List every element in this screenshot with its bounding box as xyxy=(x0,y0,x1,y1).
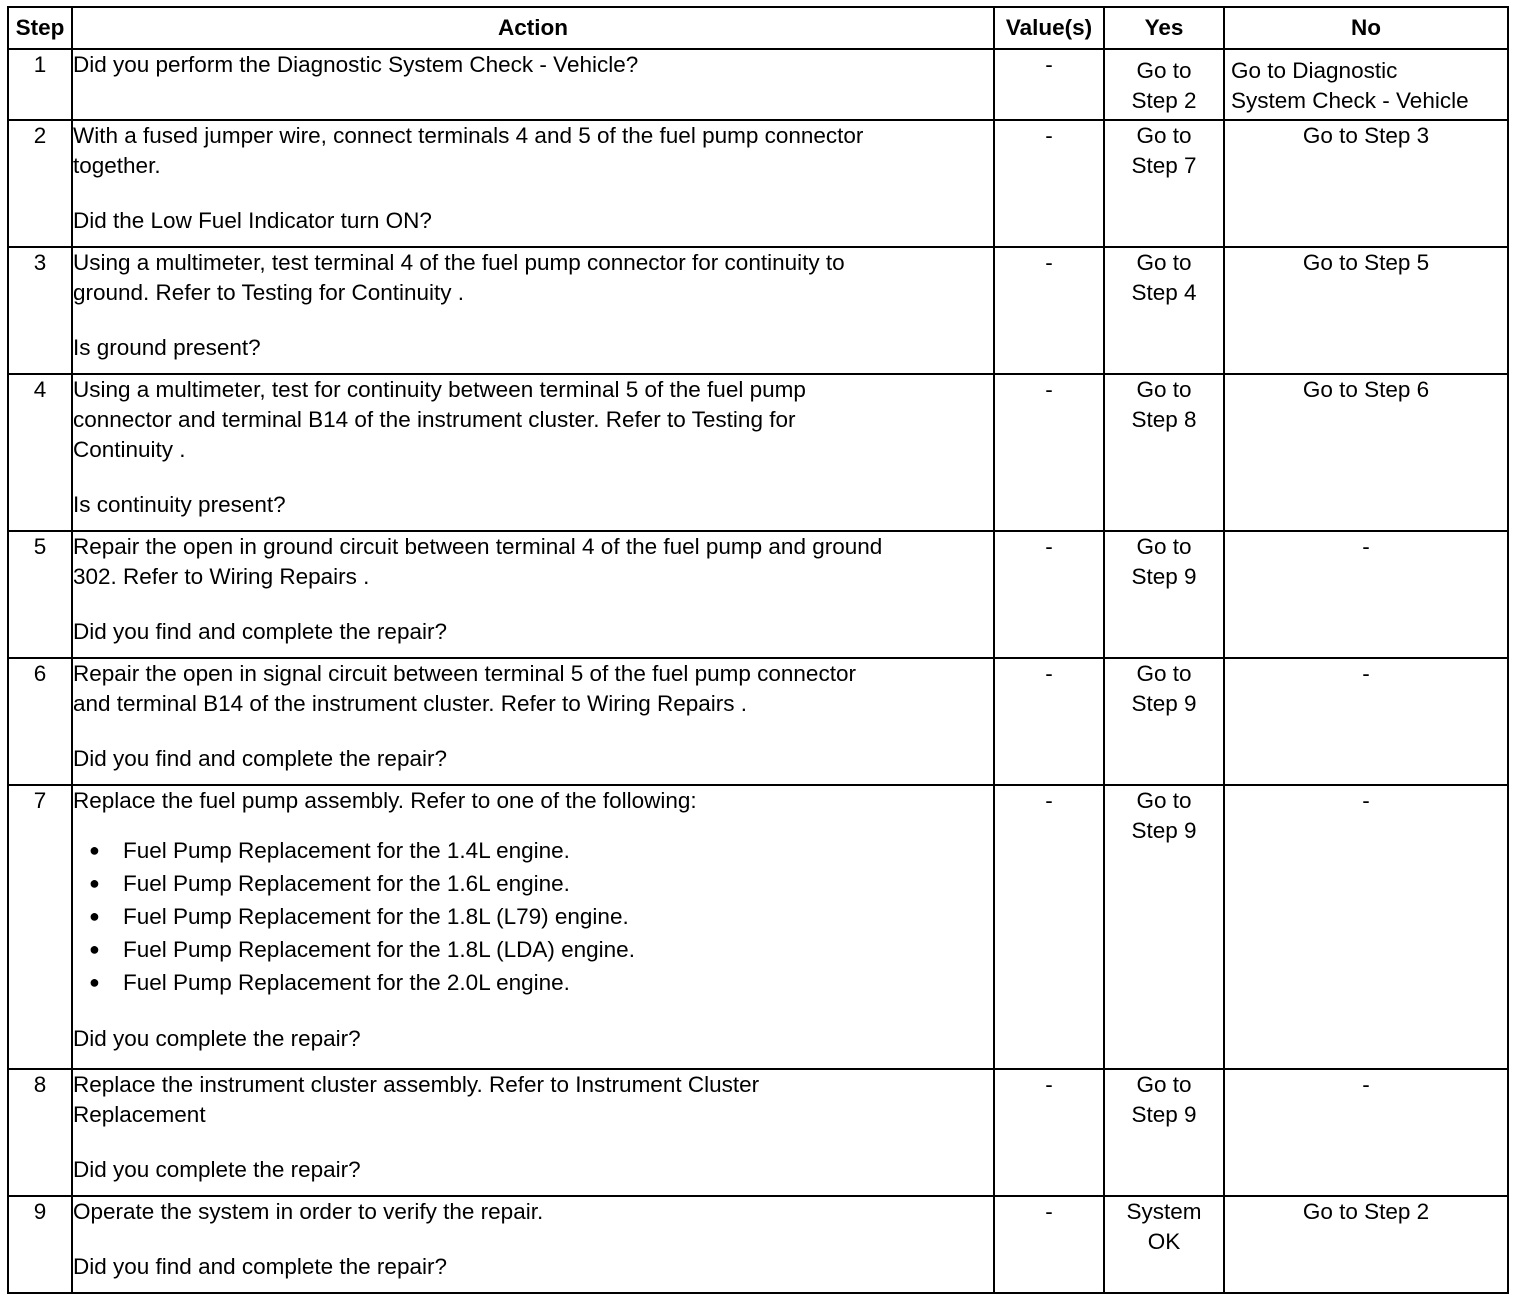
action-text: Repair the open in signal circuit between terminal 5 of the fuel pump connector xyxy=(73,661,856,686)
bullet-item: ● Fuel Pump Replacement for the 1.4L engine. xyxy=(89,834,993,867)
bullet-list xyxy=(73,834,993,999)
yes-text: System xyxy=(1126,1199,1202,1224)
yes-text: Go to xyxy=(1136,377,1192,402)
table-row xyxy=(8,531,1508,658)
step-number: 3 xyxy=(8,247,72,374)
yes-cell xyxy=(1104,120,1224,247)
action-text: Replace the instrument cluster assembly. Refer to Instrument Cluster xyxy=(73,1072,760,1097)
step-number: 9 xyxy=(8,1196,72,1293)
step-number: 1 xyxy=(8,49,72,120)
action-cell xyxy=(72,785,994,1069)
action-question: Did you find and complete the repair? xyxy=(73,1254,447,1279)
yes-text: Go to xyxy=(1136,788,1192,813)
yes-text: Step 9 xyxy=(1131,564,1197,589)
action-text: connector and terminal B14 of the instrument cluster. Refer to Testing for xyxy=(73,407,796,432)
yes-cell xyxy=(1104,531,1224,658)
action-text: together. xyxy=(73,153,161,178)
yes-cell xyxy=(1104,247,1224,374)
yes-text: Step 4 xyxy=(1131,280,1197,305)
no-text: - xyxy=(1362,661,1370,686)
step-number: 5 xyxy=(8,531,72,658)
table-row xyxy=(8,1069,1508,1196)
no-text: Go to Diagnostic xyxy=(1231,58,1398,83)
value-cell: - xyxy=(994,49,1104,120)
no-text: System Check - Vehicle xyxy=(1231,88,1469,113)
table-row xyxy=(8,247,1508,374)
no-cell xyxy=(1224,1069,1508,1196)
action-text: Did you perform the Diagnostic System Check - Vehicle? xyxy=(73,52,639,77)
value-cell: - xyxy=(994,1196,1104,1293)
header-no: No xyxy=(1224,7,1508,49)
no-text: Go to Step 5 xyxy=(1302,250,1430,275)
value-cell: - xyxy=(994,120,1104,247)
action-cell xyxy=(72,1196,994,1293)
value-cell: - xyxy=(994,658,1104,785)
action-question: Did you find and complete the repair? xyxy=(73,746,447,771)
no-cell xyxy=(1224,658,1508,785)
bullet-item: ● Fuel Pump Replacement for the 1.8L (LDA) engine. xyxy=(89,933,993,966)
yes-text: Step 9 xyxy=(1131,1102,1197,1127)
yes-text: Step 9 xyxy=(1131,691,1197,716)
yes-text: Go to xyxy=(1136,123,1192,148)
action-text: Using a multimeter, test terminal 4 of the fuel pump connector for continuity to xyxy=(73,250,845,275)
yes-cell xyxy=(1104,49,1224,120)
header-row xyxy=(8,7,1508,49)
no-cell xyxy=(1224,1196,1508,1293)
no-cell xyxy=(1224,785,1508,1069)
bullet-item: ● Fuel Pump Replacement for the 2.0L engine. xyxy=(89,966,993,999)
action-cell xyxy=(72,531,994,658)
action-question: Is ground present? xyxy=(73,335,261,360)
no-cell xyxy=(1224,374,1508,531)
bullet-item: ● Fuel Pump Replacement for the 1.8L (L79) engine. xyxy=(89,900,993,933)
action-text: and terminal B14 of the instrument cluster. Refer to Wiring Repairs . xyxy=(73,691,748,716)
action-text: With a fused jumper wire, connect terminals 4 and 5 of the fuel pump connector xyxy=(73,123,864,148)
header-yes: Yes xyxy=(1104,7,1224,49)
yes-text: Go to xyxy=(1136,534,1192,559)
action-cell xyxy=(72,658,994,785)
action-text: ground. Refer to Testing for Continuity . xyxy=(73,280,465,305)
yes-cell xyxy=(1104,374,1224,531)
action-question: Did you find and complete the repair? xyxy=(73,619,447,644)
yes-text: Go to xyxy=(1136,58,1192,83)
no-text: - xyxy=(1362,1072,1370,1097)
header-step: Step xyxy=(8,7,72,49)
no-cell xyxy=(1224,247,1508,374)
table-row xyxy=(8,49,1508,120)
no-text: Go to Step 3 xyxy=(1302,123,1430,148)
action-question: Did you complete the repair? xyxy=(73,1157,361,1182)
value-cell: - xyxy=(994,785,1104,1069)
yes-cell xyxy=(1104,658,1224,785)
yes-cell xyxy=(1104,1196,1224,1293)
step-number: 7 xyxy=(8,785,72,1069)
yes-text: Step 2 xyxy=(1131,88,1197,113)
no-text: Go to Step 2 xyxy=(1302,1199,1430,1224)
value-cell: - xyxy=(994,531,1104,658)
no-text: Go to Step 6 xyxy=(1302,377,1430,402)
yes-cell xyxy=(1104,1069,1224,1196)
no-cell xyxy=(1224,49,1508,120)
action-question: Did you complete the repair? xyxy=(73,1026,361,1051)
yes-text: Go to xyxy=(1136,250,1192,275)
yes-text: Step 8 xyxy=(1131,407,1197,432)
action-cell xyxy=(72,247,994,374)
action-cell xyxy=(72,49,994,120)
table-body xyxy=(8,49,1508,1293)
no-text: - xyxy=(1362,534,1370,559)
action-cell xyxy=(72,374,994,531)
step-number: 6 xyxy=(8,658,72,785)
value-cell: - xyxy=(994,1069,1104,1196)
yes-cell xyxy=(1104,785,1224,1069)
header-action: Action xyxy=(72,7,994,49)
table-row xyxy=(8,658,1508,785)
no-cell xyxy=(1224,120,1508,247)
yes-text: Step 7 xyxy=(1131,153,1197,178)
table-row xyxy=(8,120,1508,247)
action-cell xyxy=(72,1069,994,1196)
table-row xyxy=(8,1196,1508,1293)
action-text: 302. Refer to Wiring Repairs . xyxy=(73,564,370,589)
action-text: Repair the open in ground circuit between terminal 4 of the fuel pump and ground xyxy=(73,534,883,559)
value-cell: - xyxy=(994,247,1104,374)
action-question: Is continuity present? xyxy=(73,492,286,517)
action-text: Continuity . xyxy=(73,437,186,462)
step-number: 4 xyxy=(8,374,72,531)
step-number: 8 xyxy=(8,1069,72,1196)
step-number: 2 xyxy=(8,120,72,247)
no-cell xyxy=(1224,531,1508,658)
diagnostic-table xyxy=(7,6,1509,1294)
action-cell xyxy=(72,120,994,247)
value-cell: - xyxy=(994,374,1104,531)
action-text: Replace the fuel pump assembly. Refer to one of the following: xyxy=(73,788,697,813)
yes-text: OK xyxy=(1147,1229,1181,1254)
yes-text: Step 9 xyxy=(1131,818,1197,843)
action-text: Operate the system in order to verify the repair. xyxy=(73,1199,544,1224)
header-values: Value(s) xyxy=(994,7,1104,49)
action-question: Did the Low Fuel Indicator turn ON? xyxy=(73,208,432,233)
no-text: - xyxy=(1362,788,1370,813)
action-text: Replacement xyxy=(73,1102,206,1127)
bullet-item: ● Fuel Pump Replacement for the 1.6L engine. xyxy=(89,867,993,900)
table-row xyxy=(8,785,1508,1069)
yes-text: Go to xyxy=(1136,661,1192,686)
action-text: Using a multimeter, test for continuity between terminal 5 of the fuel pump xyxy=(73,377,806,402)
table-row xyxy=(8,374,1508,531)
yes-text: Go to xyxy=(1136,1072,1192,1097)
